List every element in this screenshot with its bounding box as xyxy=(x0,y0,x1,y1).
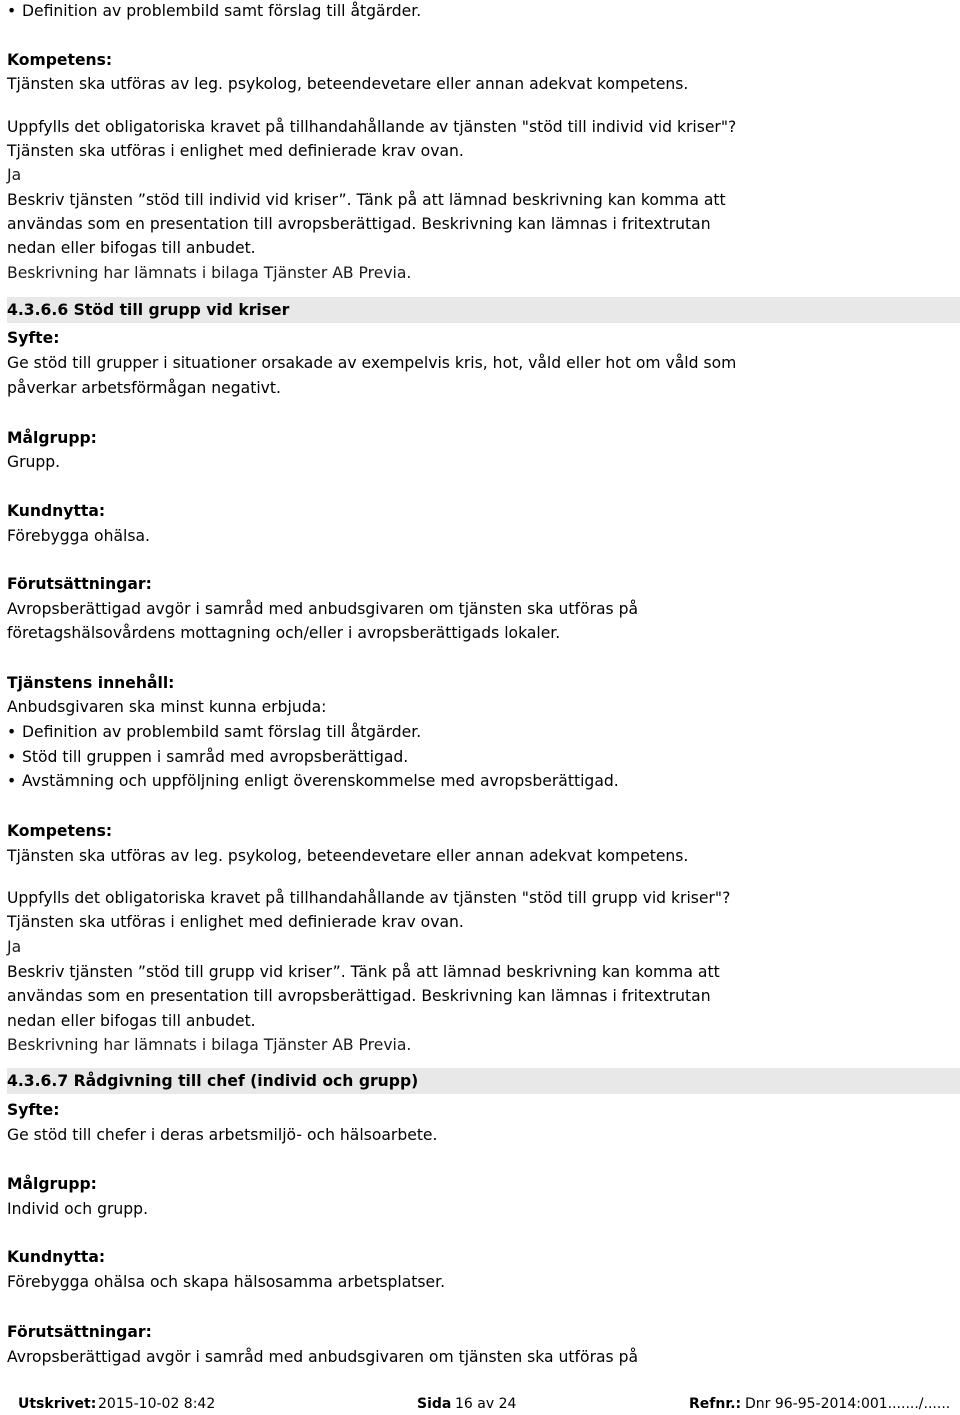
kundnytta-label: Kundnytta: xyxy=(7,502,106,520)
kompetens-text: Tjänsten ska utföras av leg. psykolog, beteendevetare eller annan adekvat kompetens. xyxy=(7,75,689,93)
forutsattningar-label: Förutsättningar: xyxy=(7,1323,152,1341)
section-heading: 4.3.6.7 Rådgivning till chef (individ och grupp) xyxy=(7,1072,419,1090)
describe-text: användas som en presentation till avropsberättigad. Beskrivning kan lämnas i fritextrutan xyxy=(7,215,711,233)
syfte-label: Syfte: xyxy=(7,1101,60,1119)
kundnytta-text: Förebygga ohälsa och skapa hälsosamma arbetsplatser. xyxy=(7,1273,446,1291)
printed-value: 2015-10-02 8:42 xyxy=(98,1396,216,1412)
forutsattningar-text: Avropsberättigad avgör i samråd med anbudsgivaren om tjänsten ska utföras på xyxy=(7,1348,639,1366)
describe-text: Beskriv tjänsten ”stöd till individ vid kriser”. Tänk på att lämnad beskrivning kan komma att xyxy=(7,191,726,209)
syfte-text: Ge stöd till chefer i deras arbetsmiljö- och hälsoarbete. xyxy=(7,1126,438,1144)
forutsattningar-text: företagshälsovårdens mottagning och/eller i avropsberättigads lokaler. xyxy=(7,624,561,642)
malgrupp-label: Målgrupp: xyxy=(7,1175,97,1193)
describe-answer: Beskrivning har lämnats i bilaga Tjänster AB Previa. xyxy=(7,264,412,282)
requirement-question-2: Tjänsten ska utföras i enlighet med definierade krav ovan. xyxy=(7,913,464,931)
forutsattningar-label: Förutsättningar: xyxy=(7,575,152,593)
describe-text: nedan eller bifogas till anbudet. xyxy=(7,239,256,257)
describe-text: nedan eller bifogas till anbudet. xyxy=(7,1012,256,1030)
innehall-label: Tjänstens innehåll: xyxy=(7,674,175,692)
malgrupp-text: Grupp. xyxy=(7,453,61,471)
kundnytta-label: Kundnytta: xyxy=(7,1248,106,1266)
requirement-answer: Ja xyxy=(7,166,22,184)
innehall-intro: Anbudsgivaren ska minst kunna erbjuda: xyxy=(7,698,327,716)
requirement-question-2: Tjänsten ska utföras i enlighet med definierade krav ovan. xyxy=(7,142,464,160)
kompetens-label: Kompetens: xyxy=(7,822,113,840)
kompetens-label: Kompetens: xyxy=(7,51,113,69)
list-item: • Definition av problembild samt förslag till åtgärder. xyxy=(7,721,421,743)
forutsattningar-text: Avropsberättigad avgör i samråd med anbudsgivaren om tjänsten ska utföras på xyxy=(7,600,639,618)
syfte-text: påverkar arbetsförmågan negativt. xyxy=(7,379,281,397)
describe-text: Beskriv tjänsten ”stöd till grupp vid kriser”. Tänk på att lämnad beskrivning kan komma att xyxy=(7,963,720,981)
printed-label: Utskrivet: xyxy=(18,1396,97,1412)
list-item: • Avstämning och uppföljning enligt överenskommelse med avropsberättigad. xyxy=(7,770,619,792)
ref-label: Refnr.: xyxy=(689,1396,742,1412)
describe-text: användas som en presentation till avropsberättigad. Beskrivning kan lämnas i fritextrutan xyxy=(7,987,711,1005)
requirement-question: Uppfylls det obligatoriska kravet på tillhandahållande av tjänsten "stöd till grupp vid kriser"? xyxy=(7,889,731,907)
malgrupp-text: Individ och grupp. xyxy=(7,1200,149,1218)
page-label: Sida xyxy=(417,1396,452,1412)
list-item: • Stöd till gruppen i samråd med avropsberättigad. xyxy=(7,746,408,768)
section-heading: 4.3.6.6 Stöd till grupp vid kriser xyxy=(7,301,290,319)
page-number: 16 av 24 xyxy=(455,1396,517,1412)
list-item: • Definition av problembild samt förslag till åtgärder. xyxy=(7,0,421,22)
kundnytta-text: Förebygga ohälsa. xyxy=(7,527,151,545)
requirement-answer: Ja xyxy=(7,938,22,956)
malgrupp-label: Målgrupp: xyxy=(7,429,97,447)
syfte-label: Syfte: xyxy=(7,329,60,347)
page-footer xyxy=(0,1396,960,1415)
describe-answer: Beskrivning har lämnats i bilaga Tjänster AB Previa. xyxy=(7,1036,412,1054)
syfte-text: Ge stöd till grupper i situationer orsakade av exempelvis kris, hot, våld eller hot om våld som xyxy=(7,354,737,372)
ref-value: Dnr 96-95-2014:001......./...... xyxy=(745,1396,951,1412)
requirement-question: Uppfylls det obligatoriska kravet på tillhandahållande av tjänsten "stöd till individ vid kriser"? xyxy=(7,118,737,136)
kompetens-text: Tjänsten ska utföras av leg. psykolog, beteendevetare eller annan adekvat kompetens. xyxy=(7,847,689,865)
